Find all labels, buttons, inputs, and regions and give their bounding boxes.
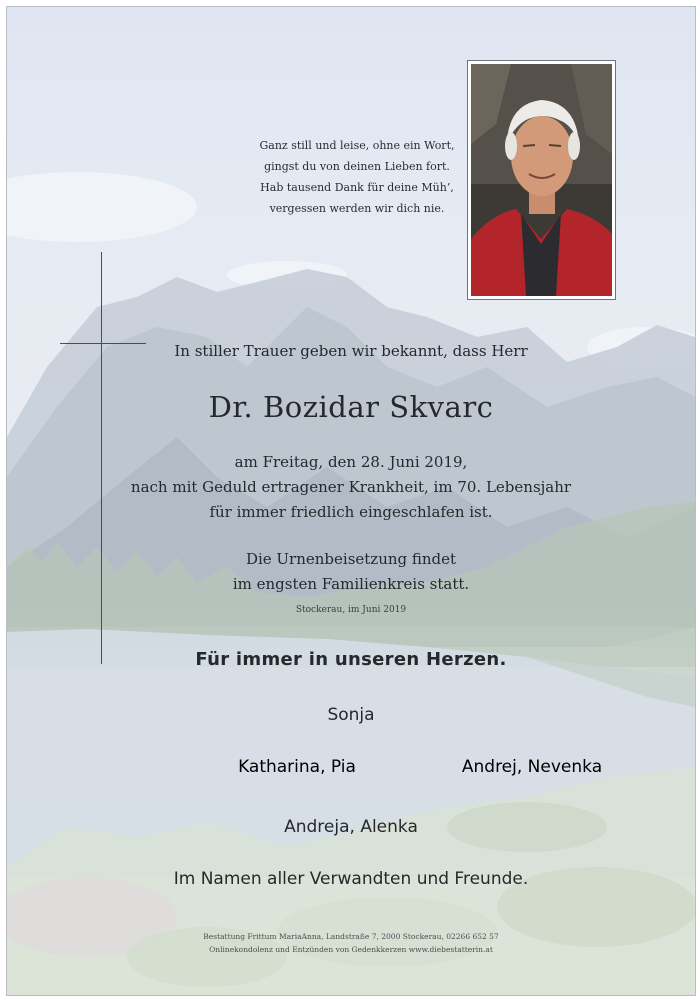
poem-line: Hab tausend Dank für deine Müh’, bbox=[260, 181, 454, 194]
mourners-andreja-alenka: Andreja, Alenka bbox=[284, 817, 418, 837]
burial-line-1: Die Urnenbeisetzung findet bbox=[245, 550, 457, 568]
obituary-card bbox=[6, 6, 696, 996]
portrait-image bbox=[471, 64, 612, 296]
death-circumstances: nach mit Geduld ertragener Krankheit, im 70. Lebensjahr bbox=[130, 478, 572, 496]
death-peaceful: für immer friedlich eingeschlafen ist. bbox=[209, 503, 493, 521]
portrait-photo bbox=[467, 60, 616, 300]
poem-line: vergessen werden wir dich nie. bbox=[269, 202, 445, 215]
mourners-andrej-nevenka: Andrej, Nevenka bbox=[461, 757, 603, 777]
closing-line: Im Namen aller Verwandten und Freunde. bbox=[173, 869, 529, 889]
deceased-name: Dr. Bozidar Skvarc bbox=[208, 390, 494, 424]
memorial-poem bbox=[207, 135, 507, 219]
death-date: am Freitag, den 28. Juni 2019, bbox=[234, 453, 468, 471]
place-date: Stockerau, im Juni 2019 bbox=[295, 605, 407, 615]
burial-line-2: im engsten Familienkreis statt. bbox=[232, 575, 470, 593]
motto: Für immer in unseren Herzen. bbox=[195, 649, 507, 670]
poem-line: Ganz still und leise, ohne ein Wort, bbox=[259, 139, 455, 152]
poem-line: gingst du von deinen Lieben fort. bbox=[264, 160, 450, 173]
footer-online-condolence: Onlinekondolenz und Entzünden von Gedenkkerzen www.diebestatterin.at bbox=[209, 945, 493, 954]
mourner-sonja: Sonja bbox=[327, 705, 375, 725]
mourners-katharina-pia: Katharina, Pia bbox=[238, 757, 356, 777]
announcement-intro: In stiller Trauer geben wir bekannt, dass Herr bbox=[174, 342, 528, 360]
footer-funeral-home: Bestattung Frittum MariaAnna, Landstraße 7, 2000 Stockerau, 02266 652 57 bbox=[203, 932, 499, 941]
